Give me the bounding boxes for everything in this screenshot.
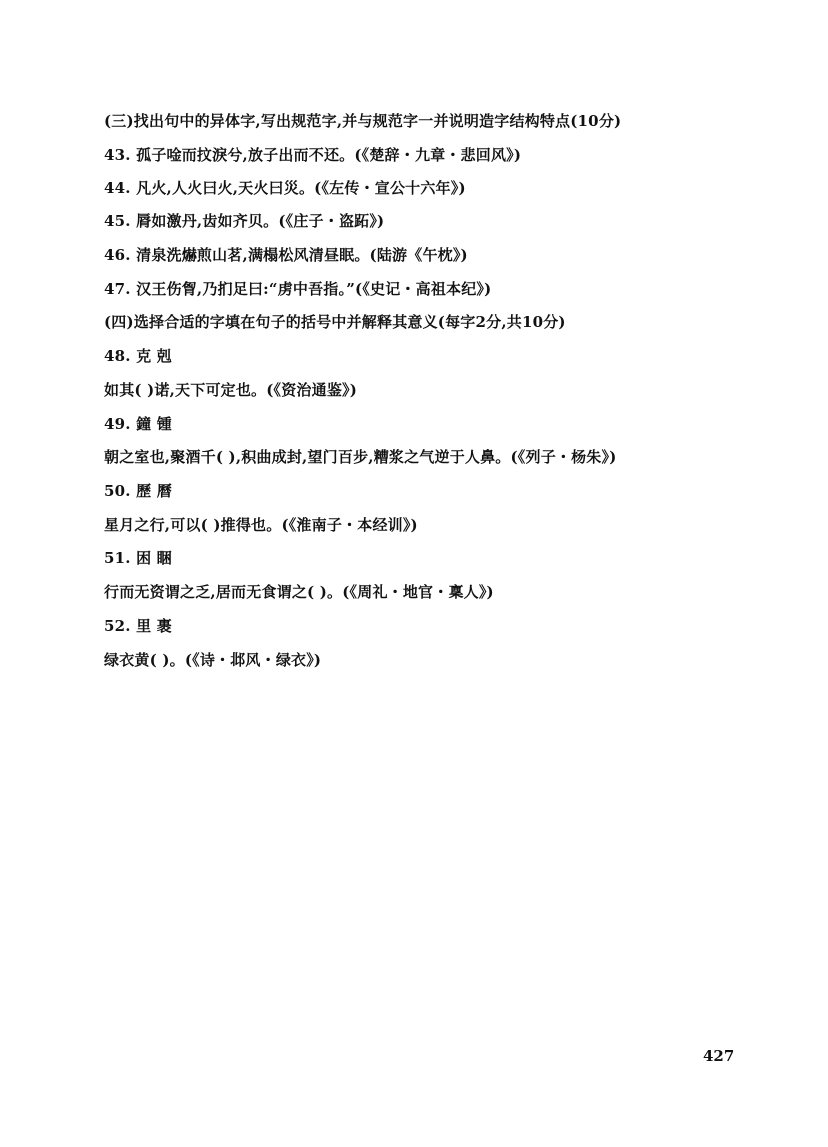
question-52-label: 52. 里 裹 bbox=[104, 617, 172, 635]
question-49-sentence: 朝之室也,聚酒千( ),积曲成封,望门百步,糟浆之气逆于人鼻。(《列子・杨朱》) bbox=[104, 448, 617, 466]
question-48-sentence: 如其( )诺,天下可定也。(《资治通鉴》) bbox=[104, 381, 358, 399]
question-45: 45. 脣如激丹,齿如齐贝。(《庄子・盗跖》) bbox=[104, 212, 385, 230]
question-46: 46. 清泉洗爀煎山茗,满榻松风清昼眠。(陆游《午枕》) bbox=[104, 246, 468, 264]
question-44: 44. 凡火,人火曰火,天火曰災。(《左传・宣公十六年》) bbox=[104, 179, 466, 197]
page-number: 427 bbox=[703, 1047, 735, 1065]
section-heading-4: (四)选择合适的字填在句子的括号中并解释其意义(每字2分,共10分) bbox=[104, 313, 566, 331]
question-51-label: 51. 困 睏 bbox=[104, 549, 172, 567]
question-50-label: 50. 歷 曆 bbox=[104, 482, 172, 500]
question-52-sentence: 绿衣黄( )。(《诗・邶风・绿衣》) bbox=[104, 651, 322, 669]
question-50-sentence: 星月之行,可以( )推得也。(《淮南子・本经训》) bbox=[104, 516, 418, 534]
question-47: 47. 汉王伤胷,乃扪足曰:“虏中吾指。”(《史记・高祖本纪》) bbox=[104, 280, 492, 298]
question-51-sentence: 行而无资谓之乏,居而无食谓之( )。(《周礼・地官・稟人》) bbox=[104, 583, 494, 601]
question-49-label: 49. 鐘 锺 bbox=[104, 415, 172, 433]
question-43: 43. 孤子唫而抆淚兮,放子出而不还。(《楚辞・九章・悲回风》) bbox=[104, 146, 522, 164]
question-48-label: 48. 克 剋 bbox=[104, 347, 172, 365]
section-heading-3: (三)找出句中的异体字,写出规范字,并与规范字一并说明造字结构特点(10分) bbox=[104, 112, 622, 130]
